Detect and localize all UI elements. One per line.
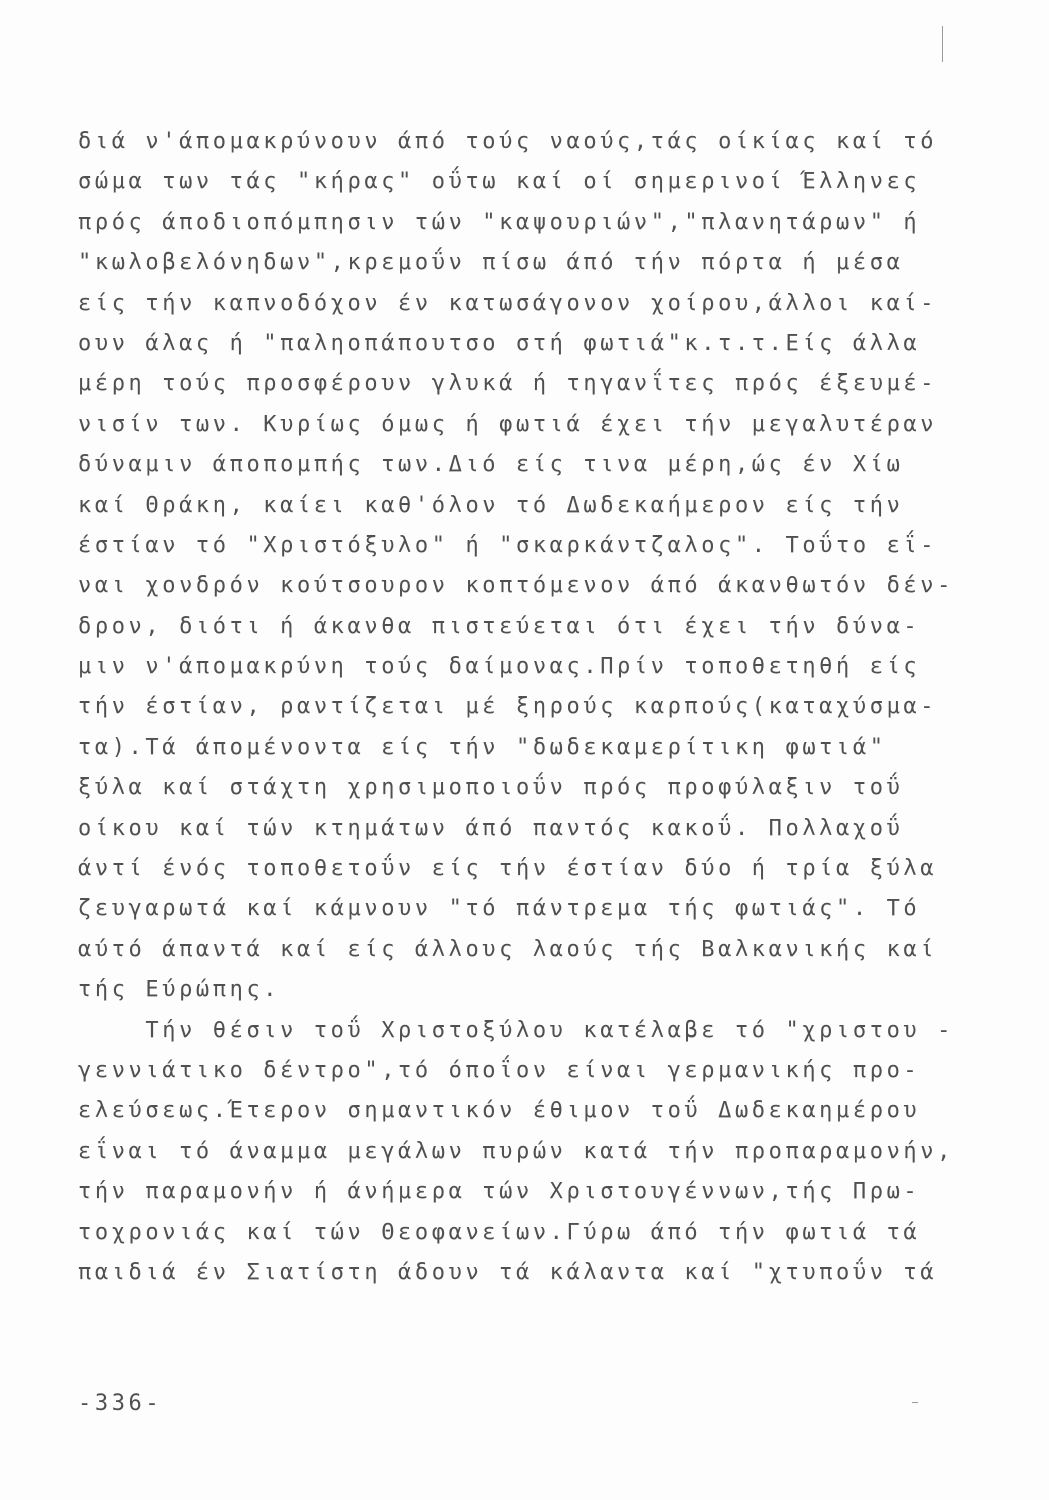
text-line: εΐναι τό άναμμα μεγάλων πυρών κατά τήν προπαραμονήν, — [78, 1138, 954, 1164]
text-line: δύναμιν άποπομπής των.Διό είς τινα μέρη,ώς έν Χίω — [78, 452, 904, 478]
body-text — [78, 122, 968, 1293]
text-line: καί Θράκη, καίει καθ'όλον τό Δωδεκαήμερον είς τήν — [78, 492, 904, 518]
text-line: είς τήν καπνοδόχον έν κατωσάγονον χοίρου,άλλοι καί- — [78, 290, 938, 316]
margin-mark — [942, 26, 943, 62]
text-line: δρον, διότι ή άκανθα πιστεύεται ότι έχει τήν δύνα- — [78, 613, 921, 639]
text-line: έστίαν τό "Χριστόξυλο" ή "σκαρκάντζαλος". Τοΰτο εΐ- — [78, 532, 938, 558]
text-line: μιν ν'άπομακρύνη τούς δαίμονας.Πρίν τοποθετηθή είς — [78, 654, 921, 680]
text-line: γεννιάτικο δέντρο",τό όποΐον είναι γερμανικής προ- — [78, 1057, 921, 1083]
text-line: άντί ένός τοποθετοΰν είς τήν έστίαν δύο ή τρία ξύλα — [78, 856, 938, 882]
text-line: αύτό άπαντά καί είς άλλους λαούς τής Βαλκανικής καί — [78, 936, 938, 962]
text-line: ναι χονδρόν κούτσουρον κοπτόμενον άπό άκανθωτόν δέν- — [78, 573, 954, 599]
text-line: μέρη τούς προσφέρουν γλυκά ή τηγανΐτες πρός έξευμέ- — [78, 371, 938, 397]
text-line: παιδιά έν Σιατίστη άδουν τά κάλαντα καί "χτυποΰν τά — [78, 1259, 938, 1285]
page-number: -336- — [78, 1391, 163, 1416]
text-line: νισίν των. Κυρίως όμως ή φωτιά έχει τήν μεγαλυτέραν — [78, 411, 938, 437]
text-line: τοχρονιάς καί τών Θεοφανείων.Γύρω άπό τήν φωτιά τά — [78, 1219, 921, 1245]
text-line: "κωλοβελόνηδων",κρεμοΰν πίσω άπό τήν πόρτα ή μέσα — [78, 250, 904, 276]
text-line: τής Εύρώπης. — [78, 977, 281, 1003]
corner-mark — [912, 1402, 918, 1403]
text-line: διά ν'άπομακρύνουν άπό τούς ναούς,τάς οίκίας καί τό — [78, 129, 938, 154]
text-line: σώμα των τάς "κήρας" οΰτω καί οί σημερινοί Έλληνες — [78, 169, 921, 195]
text-line: ξύλα καί στάχτη χρησιμοποιοΰν πρός προφύλαξιν τοΰ — [78, 775, 904, 801]
text-line: οίκου καί τών κτημάτων άπό παντός κακοΰ. Πολλαχοΰ — [78, 815, 904, 841]
text-line: τήν παραμονήν ή άνήμερα τών Χριστουγέννων,τής Πρω- — [78, 1179, 921, 1205]
text-line: ουν άλας ή "παληοπάπουτσο στή φωτιά"κ.τ.τ.Είς άλλα — [78, 330, 921, 356]
text-line: τήν έστίαν, ραντίζεται μέ ξηρούς καρπούς(καταχύσμα- — [78, 694, 938, 720]
text-line: πρός άποδιοπόμπησιν τών "καψουριών","πλανητάρων" ή — [78, 209, 921, 235]
text-line: ζευγαρωτά καί κάμνουν "τό πάντρεμα τής φωτιάς". Τό — [78, 896, 921, 922]
paragraph-start-line: Τήν θέσιν τοΰ Χριστοξύλου κατέλαβε τό "χριστου - — [78, 1017, 954, 1043]
text-line: ελεύσεως.Έτερον σημαντικόν έθιμον τοΰ Δωδεκαημέρου — [78, 1098, 921, 1124]
text-line: τα).Τά άπομένοντα είς τήν "δωδεκαμερίτικη φωτιά" — [78, 734, 887, 760]
